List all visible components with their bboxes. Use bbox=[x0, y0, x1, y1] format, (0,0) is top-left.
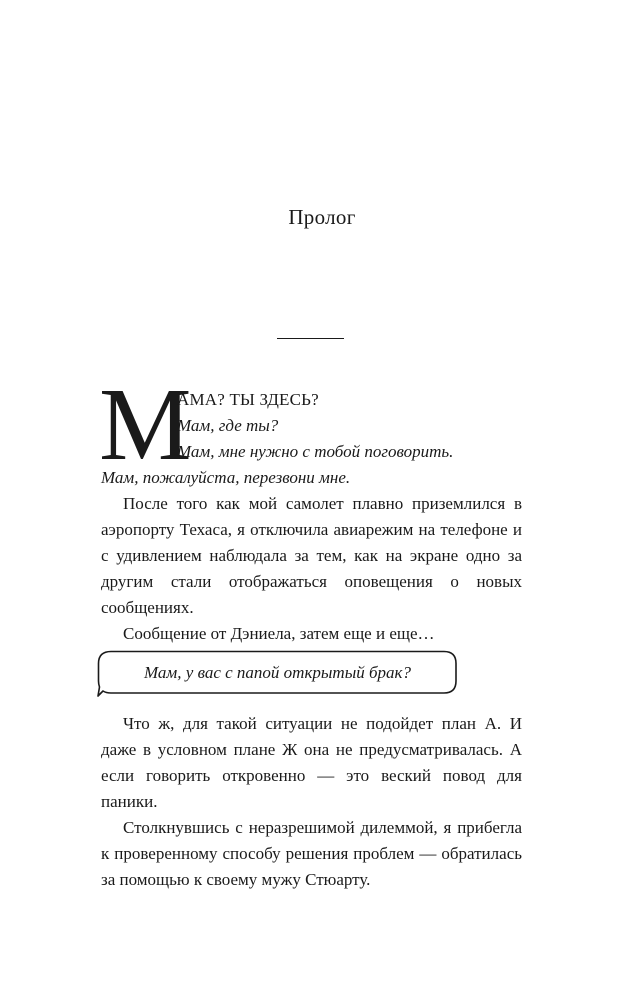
opening-line-4: Мам, пожалуйста, перезвони мне. bbox=[101, 468, 351, 487]
paragraph: Что ж, для такой ситуации не подойдет план А. И даже в условном плане Ж она не предусматривалась. А если говорить откровенно — это веский повод для паники. bbox=[101, 714, 522, 811]
message-bubble bbox=[97, 650, 458, 695]
message-text: Мам, у вас с папой открытый брак? bbox=[144, 663, 411, 682]
body-text-bottom bbox=[101, 711, 522, 893]
paragraph: После того как мой самолет плавно приземлился в аэропорту Техаса, я отключила авиарежим на телефоне и с удивлением наблюдала за тем, как на экране одно за другим стали отображаться оповещения о новых сообщениях. bbox=[101, 494, 522, 617]
opening-line-2: Мам, где ты? bbox=[177, 416, 279, 435]
chapter-title: Пролог bbox=[288, 205, 356, 229]
opening-line-3: Мам, мне нужно с тобой поговорить. bbox=[177, 442, 454, 461]
paragraph: Сообщение от Дэниела, затем еще и еще… bbox=[123, 624, 435, 643]
body-text-top bbox=[101, 465, 522, 647]
paragraph: Столкнувшись с неразрешимой дилеммой, я прибегла к проверенному способу решения проблем — обратилась за помощью к своему мужу Стюарту. bbox=[101, 818, 522, 889]
opening-line-1: АМА? ТЫ ЗДЕСЬ? bbox=[177, 390, 319, 409]
title-divider bbox=[277, 338, 344, 339]
drop-cap: М bbox=[99, 367, 191, 482]
